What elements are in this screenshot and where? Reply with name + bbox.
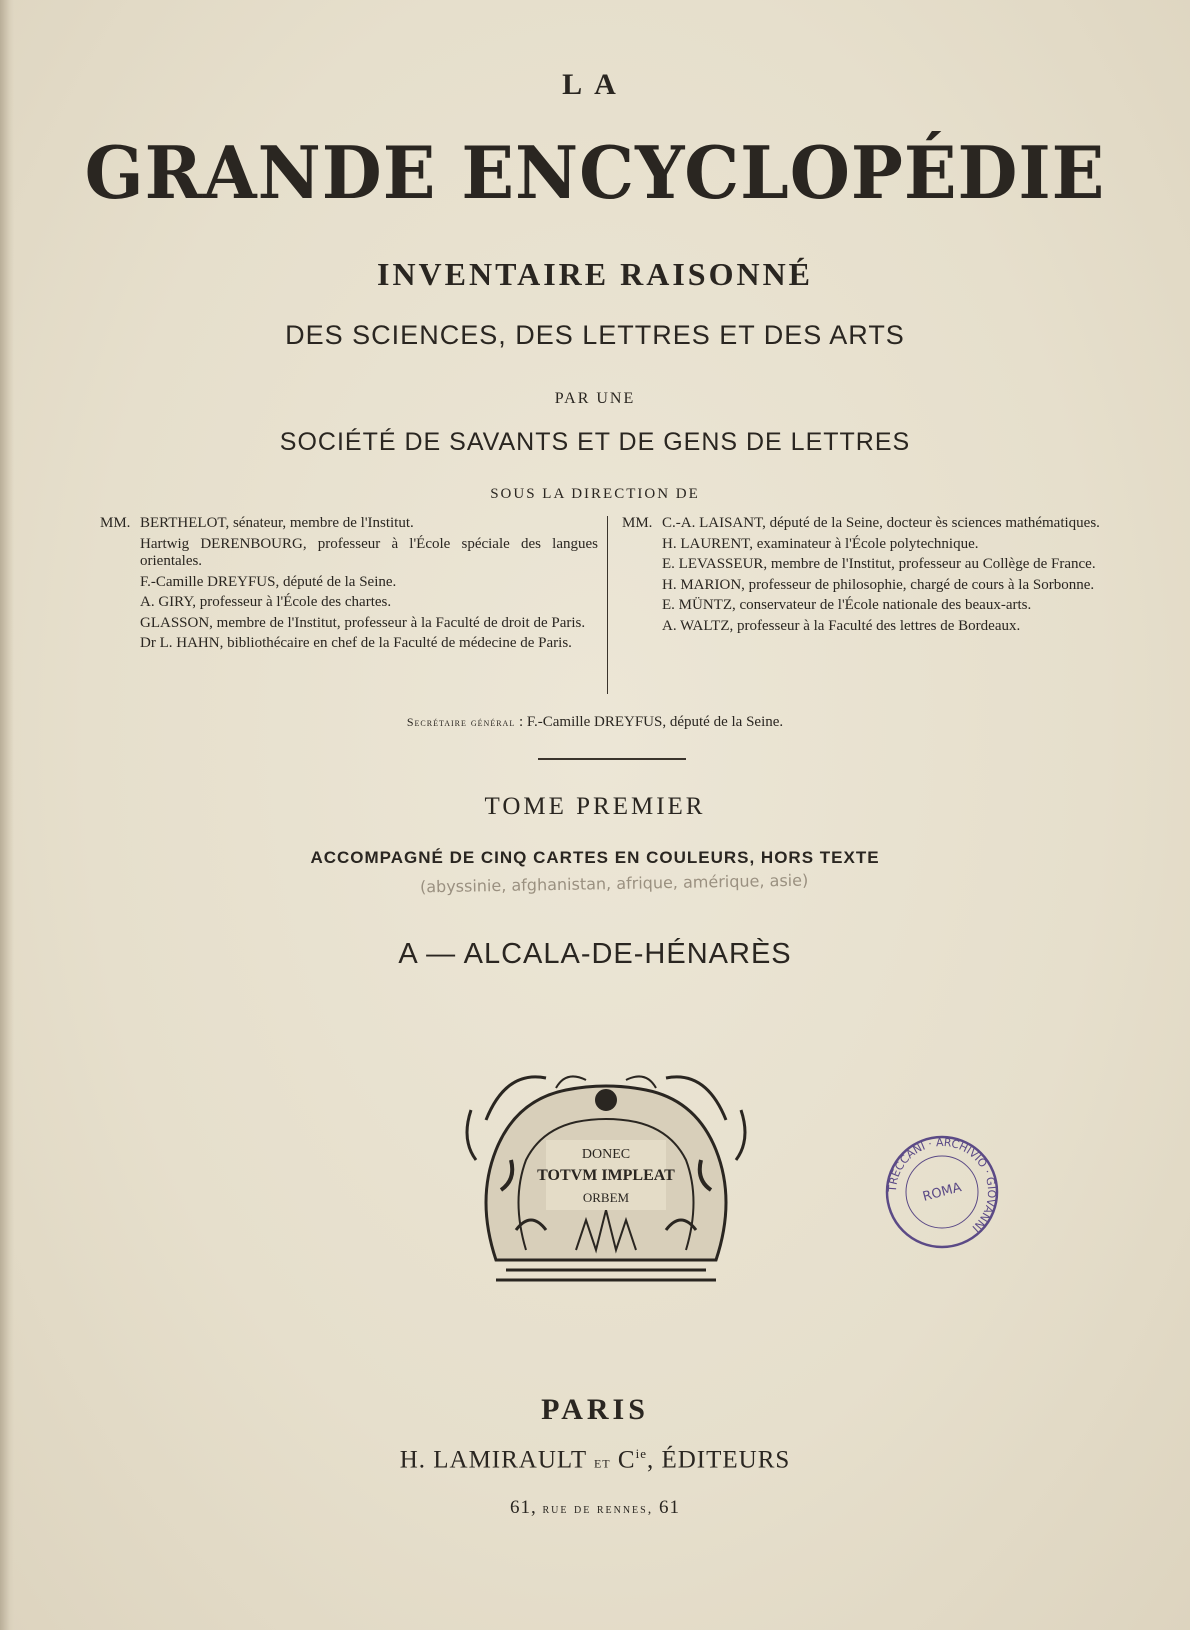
publisher-role: , ÉDITEURS <box>646 1446 791 1474</box>
director-text: H. LAURENT, examinateur à l'École polytechnique. <box>662 535 979 552</box>
par-une-label: PAR UNE <box>554 390 636 407</box>
director-text: Hartwig DERENBOURG, professeur à l'École spéciale des langues orientales. <box>140 535 598 569</box>
address-number: 61, <box>510 1497 537 1518</box>
director-entry <box>622 577 1120 595</box>
director-entry <box>100 594 598 612</box>
imprint-publisher <box>0 1446 1190 1474</box>
director-text: GLASSON, membre de l'Institut, professeur à la Faculté de droit de Paris. <box>140 614 586 631</box>
director-text: A. GIRY, professeur à l'École des chartes. <box>140 594 392 610</box>
address-number-2: 61 <box>658 1497 680 1518</box>
director-text: Dr L. HAHN, bibliothécaire en chef de la Faculté de médecine de Paris. <box>140 635 572 651</box>
publisher-ie: ie <box>635 1446 647 1461</box>
director-text: F.-Camille DREYFUS, député de la Seine. <box>140 573 397 590</box>
svg-text:ROMA: ROMA <box>921 1180 964 1205</box>
emblem-motto-2: TOTVM IMPLEAT <box>537 1167 675 1184</box>
director-entry <box>100 536 598 571</box>
secretaire-line <box>0 714 1190 731</box>
subtitle-inventaire: INVENTAIRE RAISONNÉ <box>376 256 814 292</box>
director-entry <box>100 574 598 592</box>
director-text: H. MARION, professeur de philosophie, chargé de cours à la Sorbonne. <box>662 576 1095 593</box>
director-entry <box>622 556 1120 574</box>
secretaire-label: Secrétaire général <box>406 715 516 729</box>
director-text: E. MÜNTZ, conservateur de l'École nationale des beaux-arts. <box>662 597 1032 613</box>
societe-line: SOCIÉTÉ DE SAVANTS ET DE GENS DE LETTRES <box>279 428 911 456</box>
director-prefix: MM. <box>622 515 653 531</box>
tome-title: TOME PREMIER <box>484 793 706 820</box>
divider-rule <box>538 758 686 760</box>
direction-label: SOUS LA DIRECTION DE <box>490 486 700 502</box>
publisher-emblem-icon <box>456 1060 756 1290</box>
maps-note: ACCOMPAGNÉ DE CINQ CARTES EN COULEURS, HORS TEXTE <box>310 848 880 867</box>
subtitle-sciences: DES SCIENCES, DES LETTRES ET DES ARTS <box>285 320 905 350</box>
emblem-motto-1: DONEC <box>581 1147 631 1162</box>
director-text: C.-A. LAISANT, député de la Seine, docteur ès sciences mathématiques. <box>662 515 1100 531</box>
directors-left-column <box>100 515 598 656</box>
director-entry <box>100 515 598 533</box>
main-title: GRANDE ENCYCLOPÉDIE <box>84 130 1106 215</box>
director-text: BERTHELOT, sénateur, membre de l'Institut. <box>140 515 414 531</box>
director-prefix: MM. <box>100 515 131 531</box>
director-entry <box>100 615 598 633</box>
directors-right-column <box>622 515 1120 638</box>
column-divider <box>607 516 608 694</box>
library-stamp-icon <box>882 1132 1002 1252</box>
publisher-c: C <box>617 1446 636 1474</box>
director-entry <box>100 635 598 653</box>
emblem-motto-3: ORBEM <box>582 1190 630 1205</box>
director-entry <box>622 618 1120 636</box>
svg-text:TRECCANI · ARCHIVIO · GIOVANNI: TRECCANI · ARCHIVIO · GIOVANNI <box>885 1135 999 1235</box>
volume-range: A — ALCALA-DE-HÉNARÈS <box>398 938 792 970</box>
imprint-city: PARIS <box>541 1393 649 1426</box>
director-text: A. WALTZ, professeur à la Faculté des lettres de Bordeaux. <box>662 617 1021 634</box>
handwritten-note: (abyssinie, afghanistan, afrique, amérique, asie) <box>419 870 809 897</box>
publisher-name: H. LAMIRAULT <box>399 1446 587 1474</box>
secretaire-text: : F.-Camille DREYFUS, député de la Seine. <box>518 714 784 730</box>
director-entry <box>622 597 1120 615</box>
director-entry <box>622 515 1120 533</box>
director-text: E. LEVASSEUR, membre de l'Institut, professeur au Collège de France. <box>662 556 1096 572</box>
publisher-et: et <box>593 1452 611 1472</box>
title-article: LA <box>562 68 628 101</box>
director-entry <box>622 536 1120 554</box>
address-street: rue de rennes, <box>542 1502 654 1517</box>
imprint-address <box>0 1497 1190 1519</box>
